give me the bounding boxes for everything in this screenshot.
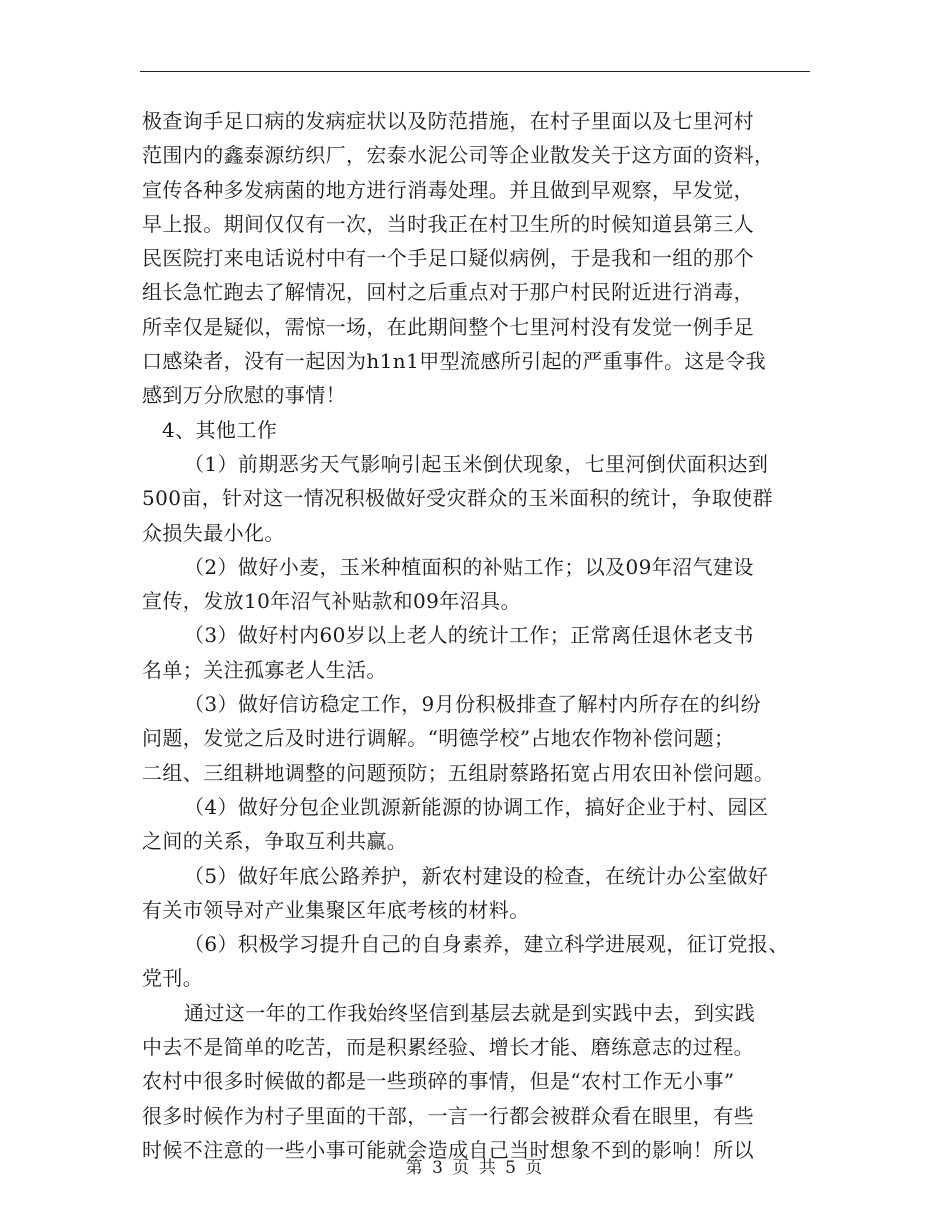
header-rule (140, 71, 810, 72)
text-line: （5）做好年底公路养护，新农村建设的检查，在统计办公室做好 (184, 863, 769, 888)
text-line: 有关市领导对产业集聚区年底考核的材料。 (142, 897, 530, 922)
page-number: 第 3 页 共 5 页 (405, 1158, 545, 1178)
text-line: 早上报。期间仅仅有一次，当时我正在村卫生所的时候知道县第三人 (142, 211, 754, 236)
text-line: 党刊。 (142, 966, 204, 991)
text-line: 名单；关注孤寡老人生活。 (142, 657, 387, 682)
text-line: 众损失最小化。 (142, 520, 285, 545)
text-line: 之间的关系，争取互利共赢。 (142, 829, 408, 854)
text-line: （2）做好小麦，玉米种植面积的补贴工作；以及09年沼气建设 (184, 554, 754, 579)
text-line: 民医院打来电话说村中有一个手足口疑似病例，于是我和一组的那个 (142, 246, 754, 271)
text-line: 农村中很多时候做的都是一些琐碎的事情，但是“农村工作无小事” (142, 1069, 735, 1094)
text-line: 口感染者，没有一起因为h1n1甲型流感所引起的严重事件。这是令我 (142, 349, 767, 374)
text-line: 感到万分欣慰的事情！ (142, 383, 346, 408)
text-line: 500亩，针对这一情况积极做好受灾群众的玉米面积的统计，争取使群 (142, 486, 773, 511)
text-line: 范围内的鑫泰源纺织厂，宏泰水泥公司等企业散发关于这方面的资料， (142, 143, 775, 168)
text-line: 二组、三组耕地调整的问题预防；五组尉蔡路拓宽占用农田补偿问题。 (142, 760, 775, 785)
text-line: 宣传，发放10年沼气补贴款和09年沼具。 (142, 589, 521, 614)
text-line: 很多时候作为村子里面的干部，一言一行都会被群众看在眼里，有些 (142, 1103, 754, 1128)
text-line: 所幸仅是疑似，需惊一场，在此期间整个七里河村没有发觉一例手足 (142, 314, 754, 339)
text-line: 极查询手足口病的发病症状以及防范措施，在村子里面以及七里河村 (142, 109, 754, 133)
text-line: 中去不是简单的吃苦，而是积累经验、增长才能、磨练意志的过程。 (142, 1035, 754, 1060)
text-line: 时候不注意的一些小事可能就会造成自己当时想象不到的影响！所以 (142, 1137, 754, 1162)
text-line: 问题，发觉之后及时进行调解。“明德学校”占地农作物补偿问题； (142, 726, 735, 751)
text-line: （6）积极学习提升自己的自身素养，建立科学进展观，征订党报、 (184, 932, 789, 957)
text-line: 4、其他工作 (162, 417, 278, 442)
text-line: （1）前期恶劣天气影响引起玉米倒伏现象，七里河倒伏面积达到 (184, 451, 769, 476)
text-line: 通过这一年的工作我始终坚信到基层去就是到实践中去，到实践 (184, 1000, 756, 1025)
text-line: （3）做好信访稳定工作，9月份积极排查了解村内所存在的纠纷 (184, 692, 762, 717)
text-line: 组长急忙跑去了解情况，回村之后重点对于那户村民附近进行消毒， (142, 280, 754, 305)
text-line: （4）做好分包企业凯源新能源的协调工作，搞好企业于村、园区 (184, 794, 769, 819)
text-line: （3）做好村内60岁以上老人的统计工作；正常离任退休老支书 (184, 623, 754, 648)
text-line: 宣传各种多发病菌的地方进行消毒处理。并且做到早观察，早发觉， (142, 177, 754, 202)
document-body (142, 104, 822, 1167)
